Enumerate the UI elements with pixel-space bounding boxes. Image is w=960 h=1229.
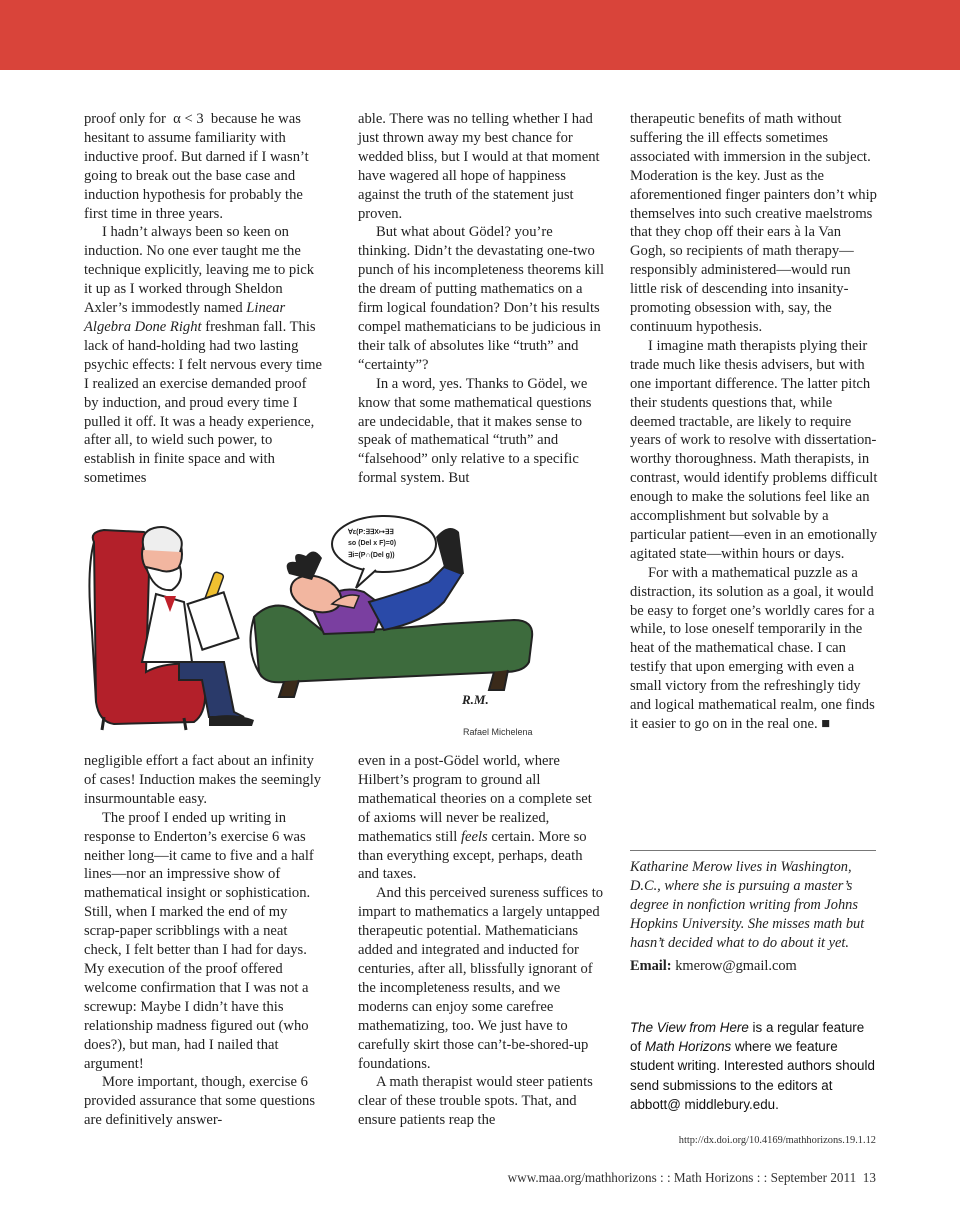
paragraph: The proof I ended up writing in response to Enderton’s exercise 6 was neither long—it came to five and a half lines—nor an impressive show of mathematical insight or sophistication. Still, when I marked the end of my scrap-paper scribblings with a neat check, I felt better than I had for days. My execution of the proof offered welcome confirmation that I was not a screwup: Maybe I didn’t have this relationship madness figured out (who does?), but man, had I nailed that argument! [84,809,314,1072]
paragraph: negligible effort a fact about an infinity of cases! Induction makes the seemingly insurmountable easy. [84,753,322,807]
paragraph: able. There was no telling whether I had just thrown away my best chance for wedded bliss, but I would at that moment have wagered all hope of happiness against the truth of the statement just proven. [358,111,600,222]
feature-note: The View from Here is a regular feature of Math Horizons where we feature student writing. Interested authors should send submissions to the editors at abbott@ middlebury.edu. [630,1020,875,1112]
bio-text: Katharine Merow lives in Washington, D.C., where she is pursuing a master’s degree in nonfiction writing from Johns Hopkins University. She misses math but hasn’t decided what to do about it yet. [630,859,865,951]
column-2-top [358,110,606,488]
magazine-name: Math Horizons [644,1039,732,1055]
column-2-bottom [358,752,606,1130]
column-3 [630,110,878,734]
email-link[interactable]: kmerow@gmail.com [675,958,797,974]
speech-line: ∀ε(P:∃∃X↦∃∃ [348,529,394,536]
paragraph: proof only for α < 3 because he was hesitant to assume familiarity with inductive proof. But darned if I wasn’t going to break out the base case and induction hypothesis for probably the first time in three years. [84,111,309,222]
paragraph: even in a post-Gödel world, where Hilbert’s program to ground all mathematical theories on a complete set of axioms will never be realized, mathematics still feels certain. More so than everything except, perhaps, death and taxes. [358,753,592,883]
column-1-top [84,110,322,488]
paragraph: In a word, yes. Thanks to Gödel, we know that some mathematical questions are undecidable, that it makes sense to speak of mathematical “truth” and “falsehood” only relative to a specific formal system. But [358,375,592,487]
therapy-cartoon [84,512,544,742]
paragraph: I imagine math therapists plying their trade much like thesis advisers, but with one important difference. The latter pitch their students questions that, while deemed tractable, are likely to require years of work to resolve with dissertation-worthy thoroughness. Math therapists, in contrast, would identify problems difficult enough to make the solutions feel like an accomplishment but solvable by a particular patient—even in an emotionally agitated state—within hours or days. [630,337,878,562]
page-footer: www.maa.org/mathhorizons : : Math Horizons : : September 2011 13 [507,1170,876,1185]
speech-line: so (Del x F)=0) [348,540,397,547]
feature-title: The View from Here [630,1020,749,1035]
column-1-bottom [84,752,324,1130]
paragraph: And this perceived sureness suffices to impart to mathematics a largely untapped therapeutic potential. Mathematicians added and integrated and inducted for centuries, after all, blissfully ignorant of the incompleteness results, and we moderns can enjoy some carefree mathematizing, too. We just have to carefully skirt those can’t-be-shored-up foundations. [358,885,604,1072]
author-bio [630,850,876,976]
paragraph: A math therapist would steer patients clear of these trouble spots. That, and ensure patients reap the [358,1074,593,1129]
paragraph: For with a mathematical puzzle as a distraction, its solution as a goal, it would be easy to forget one’s worldly cares for a while, to lose oneself temporarily in the heat of the mathematical chase. I can testify that upon emerging with even a small victory from the refreshingly tidy and logical mathematical realm, one finds it easier to go on in the real one. ■ [630,564,875,732]
doi-link[interactable]: http://dx.doi.org/10.4169/mathhorizons.19.1.12 [678,1135,876,1146]
divider [630,850,876,851]
book-title: Linear Algebra Done Right [84,300,286,335]
email-label: Email: [630,958,672,974]
top-color-bar [0,0,960,70]
speech-line: ∃i=(P∩(Del g)) [348,552,395,559]
emphasis: feels [460,828,488,845]
paragraph: therapeutic benefits of math without suffering the ill effects sometimes associated with immersion in the subject. Moderation is the key. Just as the aforementioned finger painters don’t whip themselves into such creative maelstroms that they chop off their ears à la Van Gogh, so recipients of math therapy—responsibly administered—would run little risk of descending into insanity-promoting obsession with, say, the continuum hypothesis. [630,111,877,335]
artist-signature: R.M. [462,692,489,707]
paragraph: I hadn’t always been so keen on induction. No one ever taught me the technique explicitly, leaving me to pick it up as I worked through Sheldon Axler’s immodestly named Linear Algebra Done Right freshman fall. This lack of hand-holding had two lasting psychic effects: I felt nervous every time I realized an exercise demanded proof by induction, and proud every time I pulled it off. It was a heady experience, after all, to wield such power, to establish in finite space and with sometimes [84,224,323,487]
paragraph: But what about Gödel? you’re thinking. Didn’t the devastating one-two punch of his incompleteness theorems kill the dream of putting mathematics on a firm logical foundation? Don’t his results compel mathematicians to be judicious in their talk of absolutes like “truth” and “certainty”? [358,224,605,373]
image-credit: Rafael Michelena [463,727,533,737]
paragraph: More important, though, exercise 6 provided assurance that some questions are definitively answer- [84,1074,316,1129]
